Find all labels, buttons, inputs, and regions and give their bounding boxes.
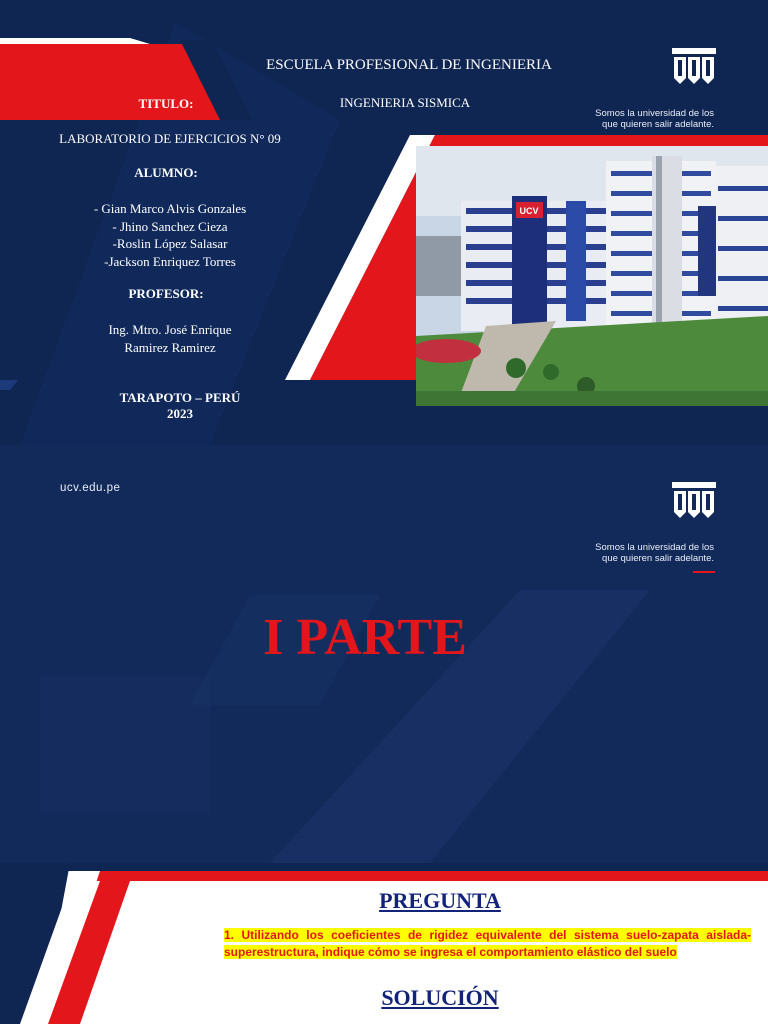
ucv-logo-icon	[672, 48, 716, 86]
student-name: -Jackson Enriquez Torres	[104, 253, 236, 269]
cover-slide	[0, 0, 768, 445]
tagline-line: Somos la universidad de los	[595, 542, 714, 553]
alumno-label: ALUMNO:	[134, 165, 198, 180]
student-name: - Gian Marco Alvis Gonzales	[93, 201, 247, 216]
student-name: - Jhino Sanchez Cieza	[112, 218, 228, 234]
ucv-logo-icon	[672, 482, 716, 520]
question-text-block	[224, 927, 751, 961]
solution-heading: SOLUCIÓN	[381, 985, 499, 1010]
tagline-line: que quieren salir adelante.	[602, 119, 714, 130]
place-and-year	[60, 390, 300, 422]
building-sign: UCV	[519, 206, 539, 216]
course-name: INGENIERIA SISMICA	[339, 95, 471, 110]
divider-slide	[0, 445, 768, 863]
campus-building-photo	[416, 146, 768, 406]
question-heading: PREGUNTA	[379, 888, 501, 913]
website-url[interactable]: ucv.edu.pe	[60, 482, 121, 494]
student-name: -Roslin López Salasar	[112, 236, 228, 251]
student-list	[40, 200, 300, 270]
professor-name-line: Ing. Mtro. José Enrique	[108, 322, 232, 337]
university-tagline	[540, 542, 714, 564]
professor-name-line: Ramirez Ramirez	[124, 340, 216, 355]
professor-name	[40, 321, 300, 357]
place: TARAPOTO – PERÚ	[119, 390, 241, 405]
year: 2023	[167, 406, 193, 421]
section-title: I PARTE	[263, 609, 467, 666]
school-name: ESCUELA PROFESIONAL DE INGENIERIA	[266, 57, 552, 73]
profesor-label: PROFESOR:	[128, 286, 204, 301]
question-slide	[0, 863, 768, 1024]
question-text: 1. Utilizando los coeficientes de rigidez equivalente del sistema suelo-zapata aislada-superestructura, indique cómo se ingresa el comportamiento elástico del suelo	[224, 928, 751, 959]
tagline-line: Somos la universidad de los	[595, 108, 714, 119]
university-tagline	[540, 108, 714, 130]
lab-title: LABORATORIO DE EJERCICIOS N° 09	[59, 131, 281, 146]
titulo-label: TITULO:	[138, 96, 194, 111]
tagline-line: que quieren salir adelante.	[602, 553, 714, 564]
